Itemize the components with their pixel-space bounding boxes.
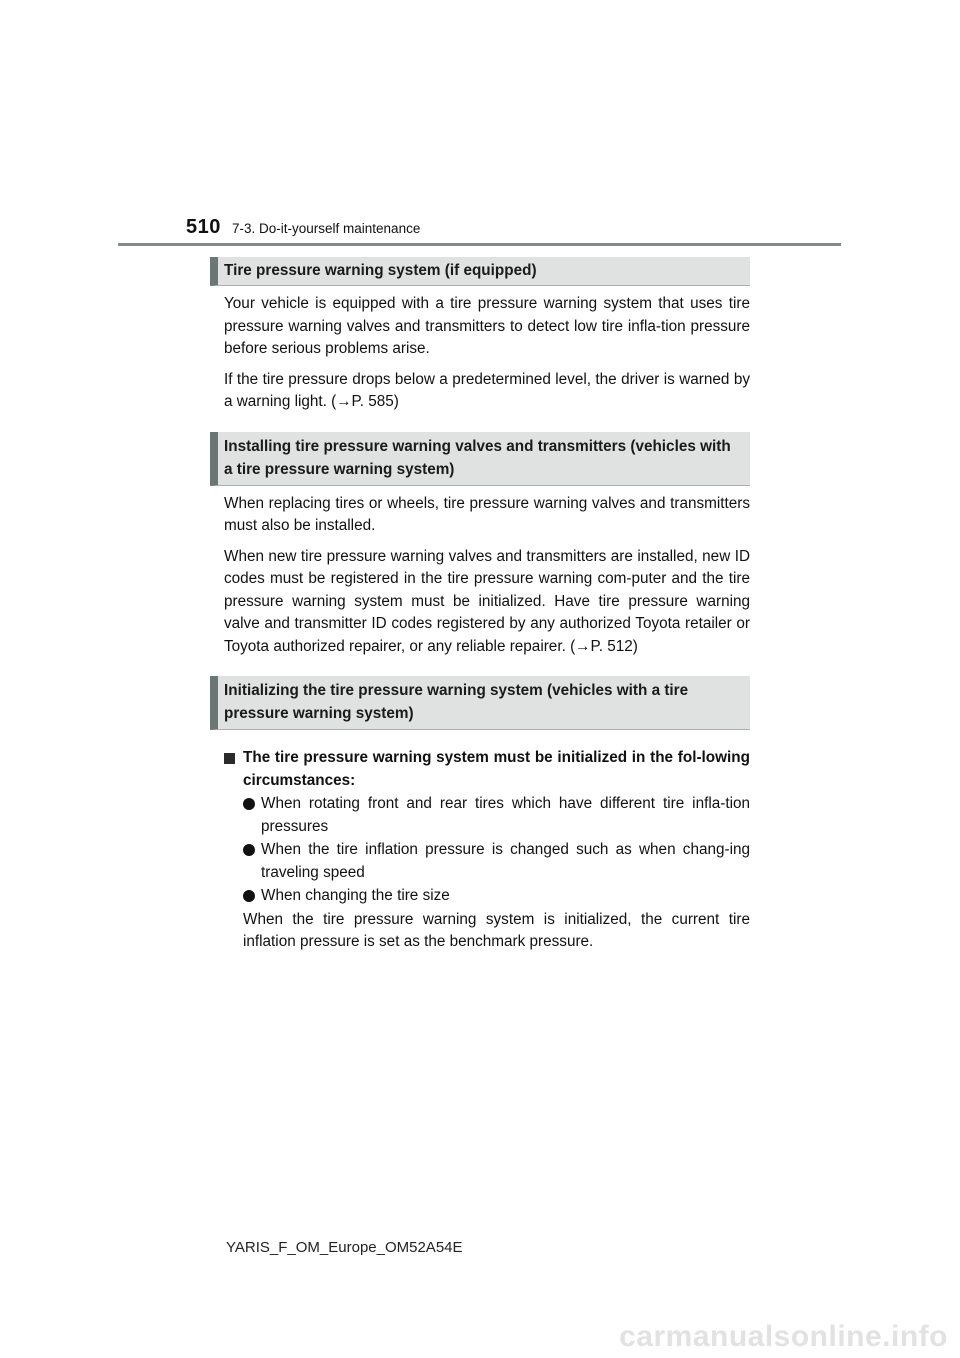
header-divider bbox=[118, 243, 841, 246]
paragraph: If the tire pressure drops below a predetermined level, the driver is warned by a warning light. (→P. 585) bbox=[224, 370, 750, 410]
paragraph: When new tire pressure warning valves and transmitters are installed, new ID codes must be registered in the tire pressure warning com-puter and the tire pressure warning system must be initialized. Have tire pressure warning valve and transmitter ID codes registered by any authorized Toyota retailer or Toyota authorized repairer, or any reliable repairer. (→P. 512) bbox=[224, 547, 750, 655]
subheading-text: The tire pressure warning system must be initialized in the fol-lowing circumstances: bbox=[243, 749, 750, 789]
chapter-section-label: 7-3. Do-it-yourself maintenance bbox=[232, 221, 421, 236]
paragraph: Your vehicle is equipped with a tire pressure warning system that uses tire pressure warning valves and transmitters to detect low tire infla-tion pressure before serious problems arise. bbox=[224, 295, 750, 357]
section-title-installing-valves-transmitters: Installing tire pressure warning valves and transmitters (vehicles with a tire pressure warning system) bbox=[210, 432, 750, 486]
section-title-tire-pressure-warning-system: Tire pressure warning system (if equipped) bbox=[210, 257, 750, 286]
document-code: YARIS_F_OM_Europe_OM52A54E bbox=[226, 1239, 463, 1256]
section-title-initializing-system: Initializing the tire pressure warning system (vehicles with a tire pressure warning system) bbox=[210, 676, 750, 730]
square-bullet-icon bbox=[224, 753, 235, 764]
list-item bbox=[210, 885, 750, 908]
closing-paragraph: When the tire pressure warning system is initialized, the current tire inflation pressure is set as the benchmark pressure. bbox=[243, 910, 750, 950]
circle-bullet-icon bbox=[243, 890, 255, 902]
page-content bbox=[210, 257, 750, 954]
circle-bullet-icon bbox=[243, 798, 255, 810]
list-item bbox=[210, 839, 750, 884]
list-item-text: When rotating front and rear tires which have different tire infla-tion pressures bbox=[261, 795, 750, 835]
page-number: 510 bbox=[186, 216, 221, 238]
subheading bbox=[210, 747, 750, 792]
list-item-text: When changing the tire size bbox=[261, 887, 450, 904]
list-item bbox=[210, 793, 750, 838]
watermark: carmanualsonline.info bbox=[619, 1320, 948, 1353]
list-item-text: When the tire inflation pressure is changed such as when chang-ing traveling speed bbox=[261, 841, 750, 881]
paragraph: When replacing tires or wheels, tire pressure warning valves and transmitters must also be installed. bbox=[224, 494, 750, 534]
circle-bullet-icon bbox=[243, 844, 255, 856]
